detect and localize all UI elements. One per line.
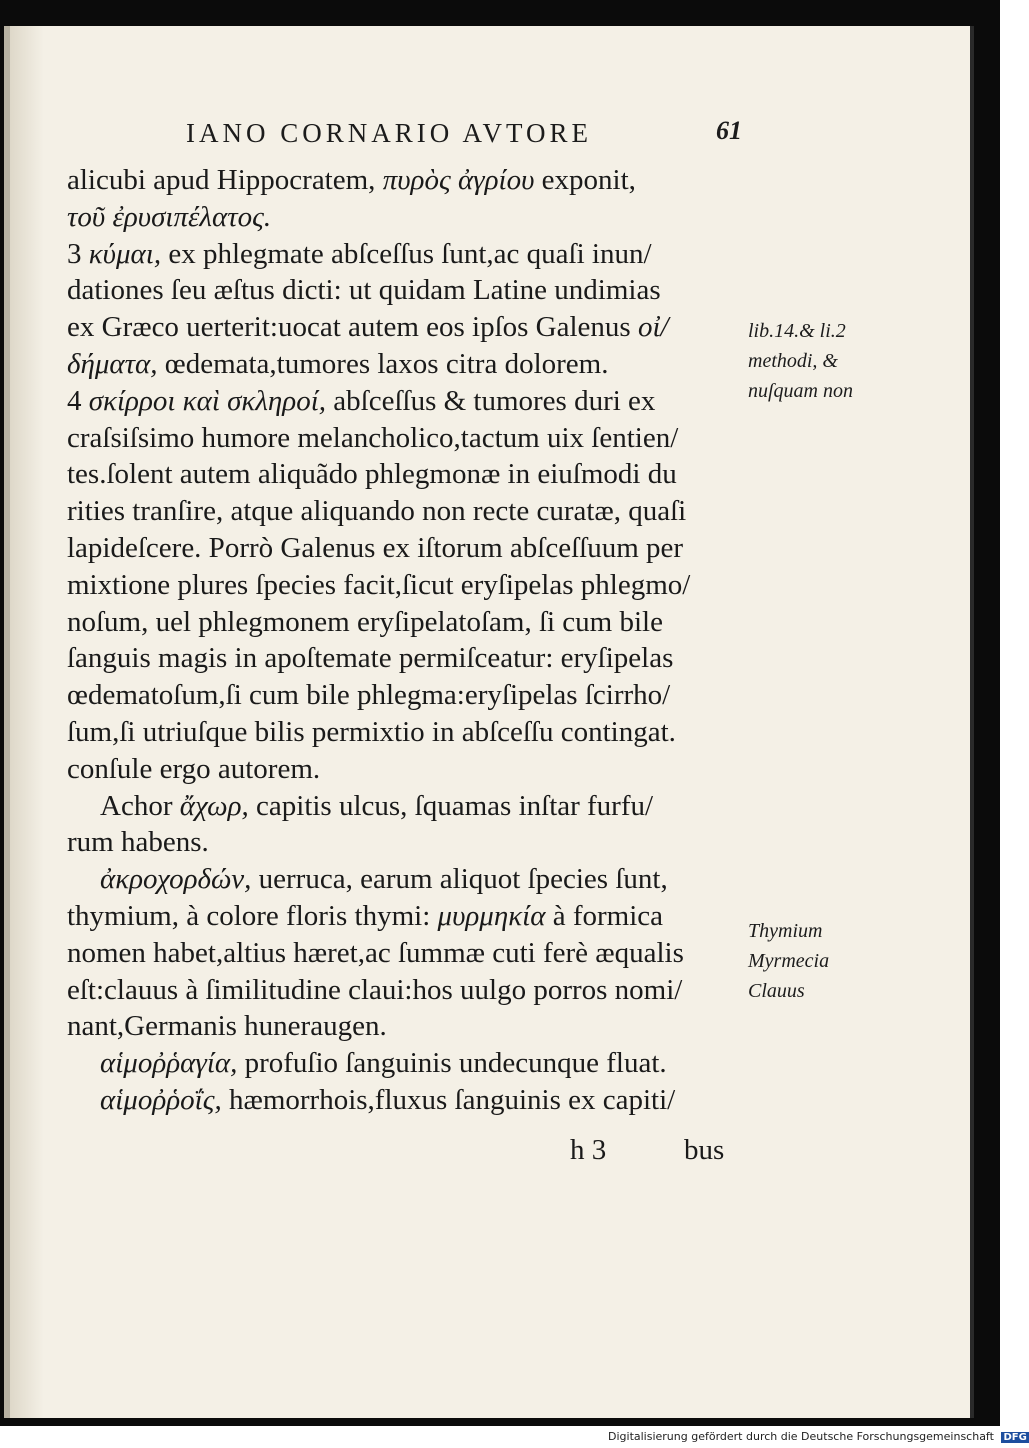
margin-note-line: methodi, &: [748, 350, 838, 372]
latin-text: dationes ſeu æſtus dicti: ut quidam Latine undimias: [67, 274, 661, 307]
latin-text: eſt:clauus à ſimilitudine claui:hos uulgo porros nomi/: [67, 973, 683, 1006]
margin-note-line: nuſquam non: [748, 380, 853, 402]
text-line: [67, 422, 678, 455]
latin-text: profuſio ſanguinis undecunque fluat.: [237, 1047, 667, 1080]
text-line: [67, 569, 690, 602]
greek-term: μυρμηκία: [437, 900, 546, 932]
text-line: [67, 495, 686, 528]
latin-text: craſsiſsimo humore melancholico,tactum uix ſentien/: [67, 421, 679, 454]
latin-text: capitis ulcus, ſquamas inſtar furfu/: [248, 789, 654, 822]
latin-text: hæmorrhois,fluxus ſanguinis ex capiti/: [221, 1084, 676, 1116]
text-line: [67, 164, 636, 197]
margin-note-line: Thymium: [748, 920, 823, 942]
margin-note-line: Myrmecia: [748, 950, 830, 972]
latin-text: ſum,ſi utriuſque bilis permixtio in abſceſſu contingat.: [67, 716, 676, 748]
text-line: [67, 826, 209, 859]
greek-term: ἀκροχορδών,: [100, 863, 252, 896]
latin-text: 4: [67, 384, 89, 417]
text-line: [67, 201, 271, 234]
margin-note-1: [748, 316, 853, 406]
latin-text: tes.ſolent autem aliquãdo phlegmonæ in eiuſmodi du: [67, 458, 677, 491]
greek-term: κύμαι,: [88, 237, 162, 270]
greek-term: δήματα,: [67, 348, 158, 380]
text-line: [67, 274, 661, 307]
latin-text: nomen habet,altius hæret,ac ſummæ cuti ferè æqualis: [67, 936, 684, 969]
running-head: IANO CORNARIO AVTORE: [186, 118, 593, 148]
latin-text: à formica: [545, 900, 663, 932]
text-line: [67, 458, 677, 491]
latin-text: conſule ergo autorem.: [67, 752, 321, 785]
text-line: [67, 900, 663, 933]
latin-text: uerruca, earum aliquot ſpecies ſunt,: [251, 863, 668, 896]
text-line: [67, 348, 608, 381]
signature-mark: h 3: [570, 1134, 607, 1166]
latin-text: ex Græco uerterit:uocat autem eos ipſos Galenus: [67, 311, 638, 344]
latin-text: lapideſcere. Porrò Galenus ex iſtorum abſceſſuum per: [67, 532, 684, 564]
text-line: [67, 642, 673, 675]
folio-number: 61: [716, 116, 742, 145]
latin-text: thymium, à colore floris thymi:: [67, 900, 438, 932]
margin-note-2: [748, 916, 829, 1006]
latin-text: Achor: [100, 789, 180, 822]
greek-term: σκίρροι καὶ σκληροί,: [88, 384, 327, 417]
latin-text: nant,Germanis huneraugen.: [67, 1010, 387, 1043]
footer-credit-text: Digitalisierung gefördert durch die Deutsche Forschungsgemeinschaft: [608, 1430, 994, 1443]
latin-text: rum habens.: [67, 826, 209, 859]
text-line: [67, 238, 652, 271]
text-line: [100, 1084, 675, 1117]
text-line: [67, 679, 670, 712]
greek-term: ἄχωρ,: [179, 789, 249, 822]
text-line: [67, 716, 676, 749]
latin-text: ex phlegmate abſceſſus ſunt,ac quaſi inun/: [161, 237, 652, 270]
latin-text: mixtione plures ſpecies facit,ſicut eryſipelas phlegmo/: [67, 568, 691, 601]
text-line: [67, 937, 684, 970]
text-line: [67, 753, 320, 786]
catchword: bus: [684, 1134, 725, 1166]
greek-term: αἱμοῤῥαγία,: [100, 1047, 238, 1080]
latin-text: rities tranſire, atque aliquando non recte curatæ, quaſi: [67, 495, 687, 528]
greek-term: πυρὸς ἀγρίου: [382, 164, 535, 196]
dfg-logo: DFG: [1003, 1432, 1027, 1443]
text-line: [100, 863, 668, 896]
margin-note-line: Clauus: [748, 980, 805, 1002]
text-line: [67, 385, 655, 418]
text-line: [100, 790, 653, 823]
greek-term: τοῦ ἐρυσιπέλατος.: [67, 200, 272, 233]
latin-text: abſceſſus & tumores duri ex: [326, 384, 656, 417]
greek-term: οἰ/: [637, 311, 669, 344]
latin-text: 3: [67, 237, 89, 270]
text-line: [67, 311, 669, 344]
latin-text: œdematoſum,ſi cum bile phlegma:eryſipelas ſcirrho/: [67, 679, 671, 712]
text-line: [67, 532, 683, 565]
footer-credit: [608, 1430, 1029, 1443]
text-line: [67, 974, 682, 1007]
latin-text: ſanguis magis in apoſtemate permiſceatur: eryſipelas: [67, 642, 674, 675]
text-line: [100, 1047, 667, 1080]
greek-term: αἱμοῤῥοΐς,: [100, 1084, 222, 1116]
latin-text: exponit,: [534, 164, 636, 196]
text-line: [67, 606, 663, 639]
margin-note-line: lib.14.& li.2: [748, 320, 846, 342]
text-line: [67, 1010, 387, 1043]
latin-text: noſum, uel phlegmonem eryſipelatoſam, ſi cum bile: [67, 605, 663, 638]
latin-text: alicubi apud Hippocratem,: [67, 164, 383, 196]
latin-text: œdemata,tumores laxos citra dolorem.: [157, 348, 609, 380]
